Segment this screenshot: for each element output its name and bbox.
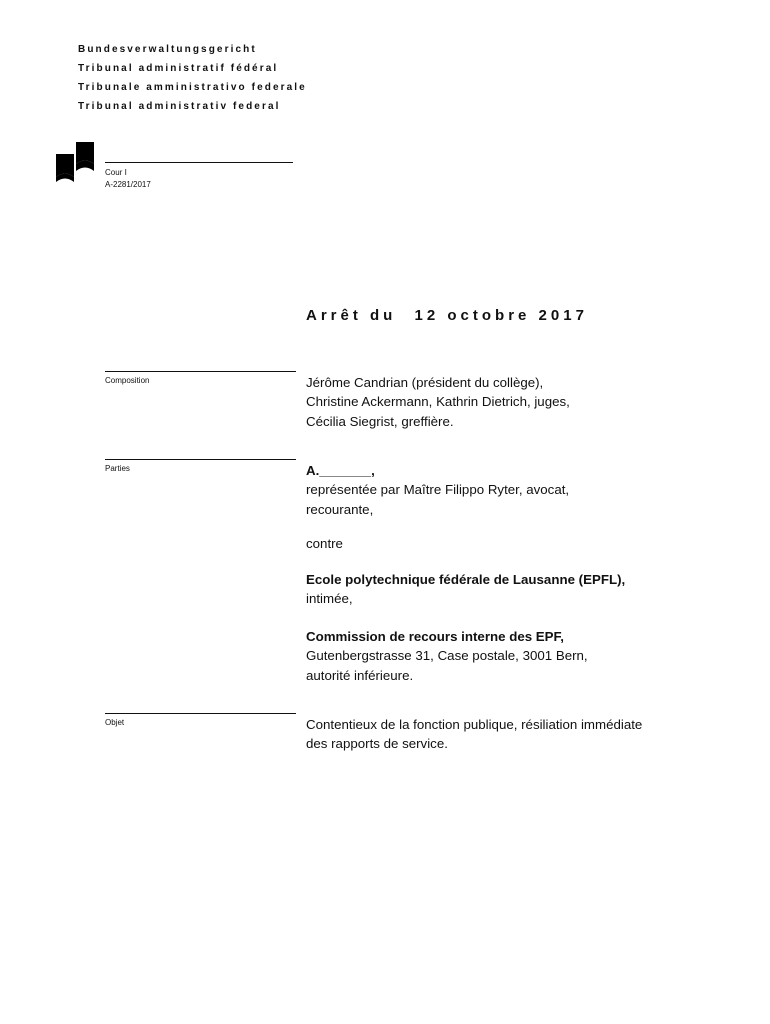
court-name-it: Tribunale amministrativo federale	[78, 82, 307, 93]
court-name-fr: Tribunal administratif fédéral	[78, 63, 279, 74]
authority-block	[306, 627, 706, 685]
contre-text: contre	[306, 536, 343, 551]
parties-block	[306, 461, 706, 519]
title-prefix: Arrêt du	[306, 307, 397, 324]
case-number: A-2281/2017	[105, 180, 151, 189]
authority-name: Commission de recours interne des EPF,	[306, 629, 564, 644]
objet-block	[306, 715, 746, 754]
party-a: A._______,	[306, 463, 375, 478]
objet-line: Contentieux de la fonction publique, résiliation immédiate	[306, 717, 643, 732]
respondent-name: Ecole polytechnique fédérale de Lausanne (EPFL),	[306, 572, 626, 587]
composition-rule	[105, 371, 296, 372]
document-title	[306, 307, 588, 324]
composition-line: Cécilia Siegrist, greffière.	[306, 413, 454, 429]
respondent-block	[306, 570, 706, 609]
authority-line: autorité inférieure.	[306, 667, 414, 683]
objet-line: des rapports de service.	[306, 736, 448, 752]
party-a-line: représentée par Maître Filippo Ryter, avocat,	[306, 482, 570, 498]
party-a-line: recourante,	[306, 501, 374, 517]
court-name-rm: Tribunal administrativ federal	[78, 101, 281, 112]
composition-line: Jérôme Candrian (président du collège),	[306, 375, 544, 390]
authority-line: Gutenbergstrasse 31, Case postale, 3001 Bern,	[306, 648, 588, 664]
objet-rule	[105, 713, 296, 714]
title-date: 12 octobre 2017	[414, 307, 588, 324]
court-division: Cour I	[105, 168, 127, 177]
composition-line: Christine Ackermann, Kathrin Dietrich, juges,	[306, 394, 570, 410]
composition-label: Composition	[105, 376, 150, 385]
parties-rule	[105, 459, 296, 460]
court-logo-icon	[56, 142, 96, 186]
composition-block	[306, 373, 706, 431]
parties-label: Parties	[105, 464, 130, 473]
header-rule	[105, 162, 293, 163]
court-name-de: Bundesverwaltungsgericht	[78, 44, 257, 55]
respondent-role: intimée,	[306, 591, 353, 607]
court-names	[78, 40, 307, 116]
objet-label: Objet	[105, 718, 125, 727]
